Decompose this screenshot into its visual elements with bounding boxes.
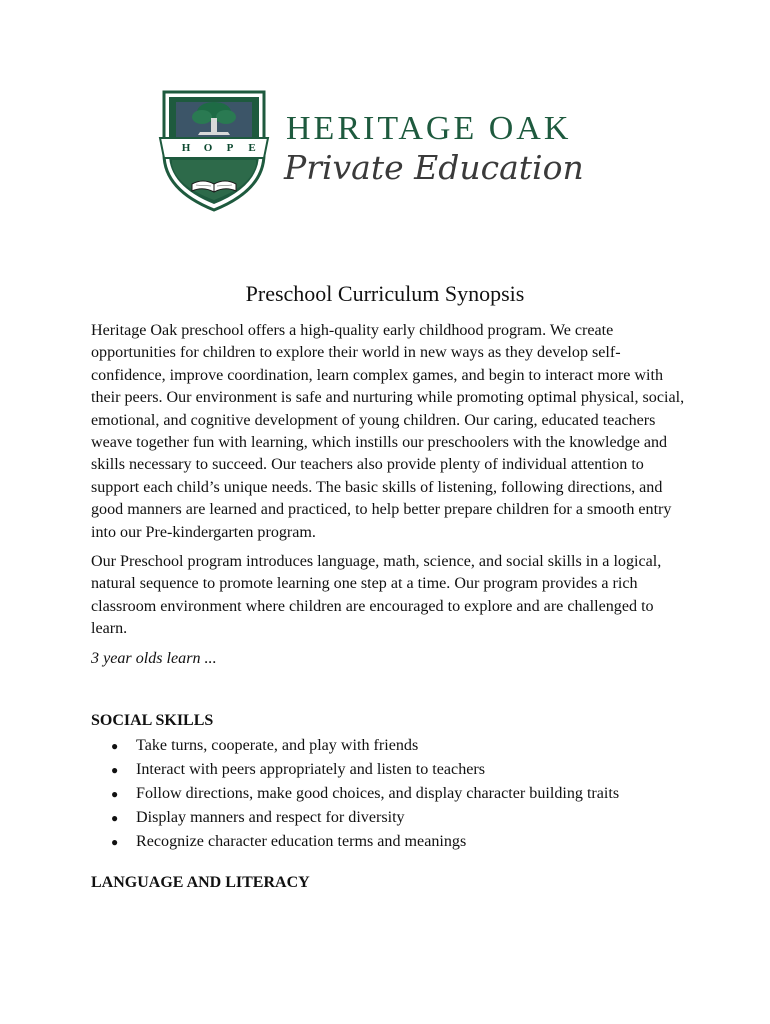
list-item [91, 782, 691, 806]
banner-letter: O [203, 142, 213, 154]
list-item-text: Take turns, cooperate, and play with friends [136, 736, 419, 754]
banner-letter: P [226, 142, 234, 154]
list-item [91, 806, 691, 830]
list-item-text: Display manners and respect for diversity [136, 808, 405, 826]
age-tagline: 3 year olds learn ... [91, 649, 217, 667]
social-skills-list [91, 734, 691, 854]
banner-letter: H [181, 142, 191, 154]
list-item [91, 734, 691, 758]
school-logo [158, 88, 618, 212]
logo-name-line1: HERITAGE OAK [286, 110, 572, 147]
list-item [91, 758, 691, 782]
bullet-icon: ● [111, 738, 119, 753]
logo-wordmark [286, 110, 618, 188]
program-paragraph: Our Preschool program introduces language, math, science, and social skills in a logical, natural sequence to promote learning one step at a time. Our program provides a rich classroom environment where children are encouraged to explore and are challenged to learn. [91, 553, 662, 638]
list-item [91, 830, 691, 854]
bullet-icon: ● [111, 762, 119, 777]
list-item-text: Recognize character education terms and meanings [136, 832, 467, 850]
intro-paragraph: Heritage Oak preschool offers a high-quality early childhood program. We create opportunities for children to explore their world in new ways as they develop self-confidence, improve coordination, learn complex games, and begin to interact more with their peers. Our environment is safe and nurturing while promoting optimal physical, social, emotional, and cognitive development of young children. Our caring, educated teachers weave together fun with learning, which instills our preschoolers with the knowledge and skills necessary to succeed. Our teachers also provide plenty of individual attention to support each child’s unique needs. The basic skills of listening, following directions, and good manners are learned and practiced, to help better prepare children for a smooth entry into our Pre-kindergarten program. [91, 322, 685, 541]
list-item-text: Interact with peers appropriately and listen to teachers [136, 760, 486, 778]
document-body [91, 320, 691, 894]
banner-letter: E [248, 142, 256, 154]
bullet-icon: ● [111, 810, 119, 825]
document-title: Preschool Curriculum Synopsis [245, 281, 525, 306]
bullet-icon: ● [111, 834, 119, 849]
section-heading-social-skills: SOCIAL SKILLS [91, 712, 214, 730]
section-heading-language-literacy: LANGUAGE AND LITERACY [91, 873, 310, 891]
logo-name-line2: Private Education [284, 148, 584, 187]
list-item-text: Follow directions, make good choices, and display character building traits [136, 784, 620, 802]
bullet-icon: ● [111, 786, 119, 801]
crest-banner [173, 141, 257, 155]
